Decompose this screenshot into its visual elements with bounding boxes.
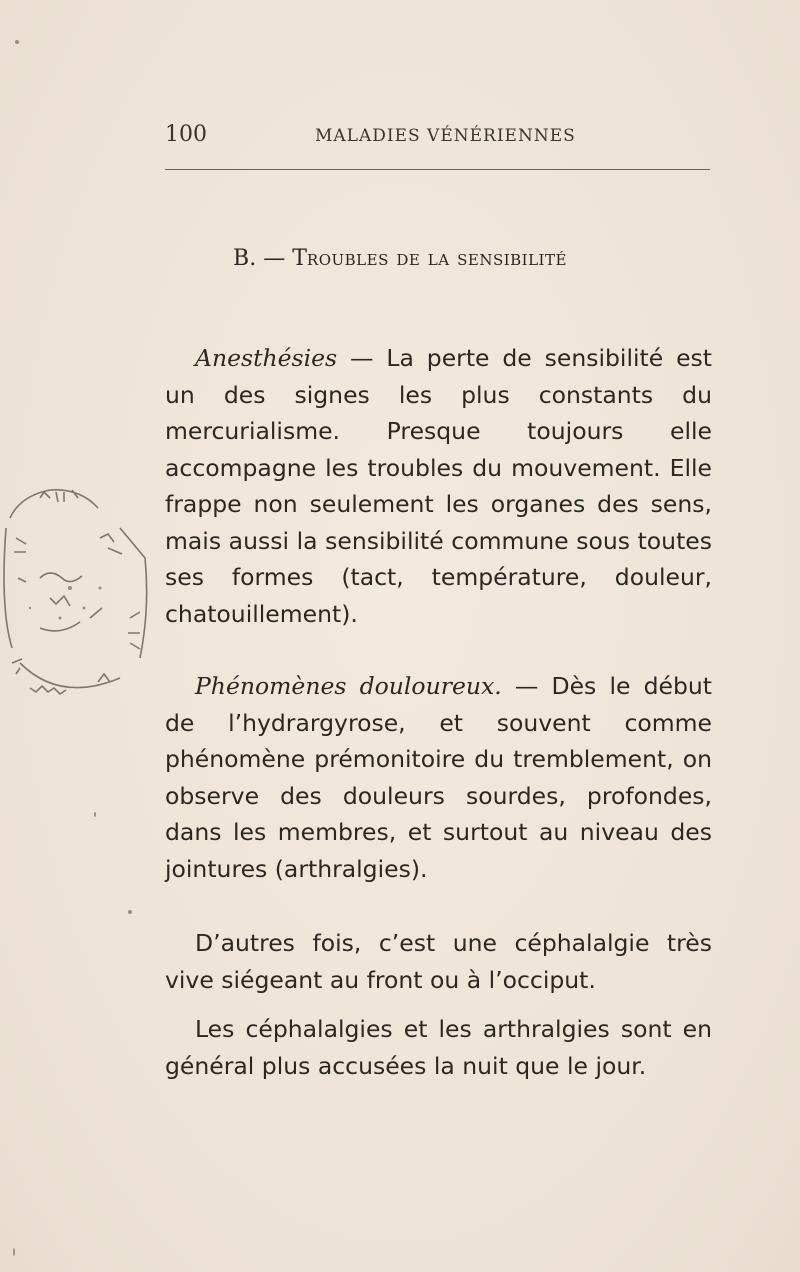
header-rule xyxy=(165,169,710,170)
paragraph-phenomenes-douloureux xyxy=(165,668,712,887)
page-number: 100 xyxy=(165,122,207,147)
paragraph-text: D’autres fois, c’est une céphalalgie très vive siégeant au front ou à l’occiput. xyxy=(165,929,712,994)
library-stamp-icon xyxy=(0,468,160,718)
paragraph-lead: Anesthésies xyxy=(195,344,338,372)
section-heading xyxy=(0,246,800,271)
section-title-initial: T xyxy=(292,246,307,271)
paragraph-anesthesies xyxy=(165,340,712,632)
paragraph-text: — La perte de sensibilité est un des signes les plus constants du mercurialisme. Presque toujours elle accompagne les troubles du mouvement. Elle frappe non seulement les organes des sens, mais aussi la sensibilité commune sous toutes ses formes (tact, température, douleur, chatouillement). xyxy=(165,344,712,628)
section-title-rest: roubles de la sensibilité xyxy=(306,246,567,271)
section-dash: — xyxy=(256,246,293,271)
paper-speck xyxy=(13,1248,15,1256)
section-letter: B. xyxy=(233,246,257,271)
page-header xyxy=(0,122,800,152)
paper-speck xyxy=(94,812,96,817)
paragraph-cephalalgie xyxy=(165,925,712,998)
paper-speck xyxy=(15,40,19,44)
paragraph-lead: Phénomènes douloureux. xyxy=(195,672,502,700)
paragraph-text: Les céphalalgies et les arthralgies sont en général plus accusées la nuit que le jour. xyxy=(165,1015,712,1080)
paper-speck xyxy=(128,910,132,914)
running-title: MALADIES VÉNÉRIENNES xyxy=(315,126,576,146)
paragraph-conclusion xyxy=(165,1011,712,1084)
paragraph-text: — Dès le début de l’hydrargyrose, et souvent comme phénomène prémonitoire du tremblement, on observe des douleurs sourdes, profondes, dans les membres, et surtout au niveau des jointures (arthralgies). xyxy=(165,672,712,883)
